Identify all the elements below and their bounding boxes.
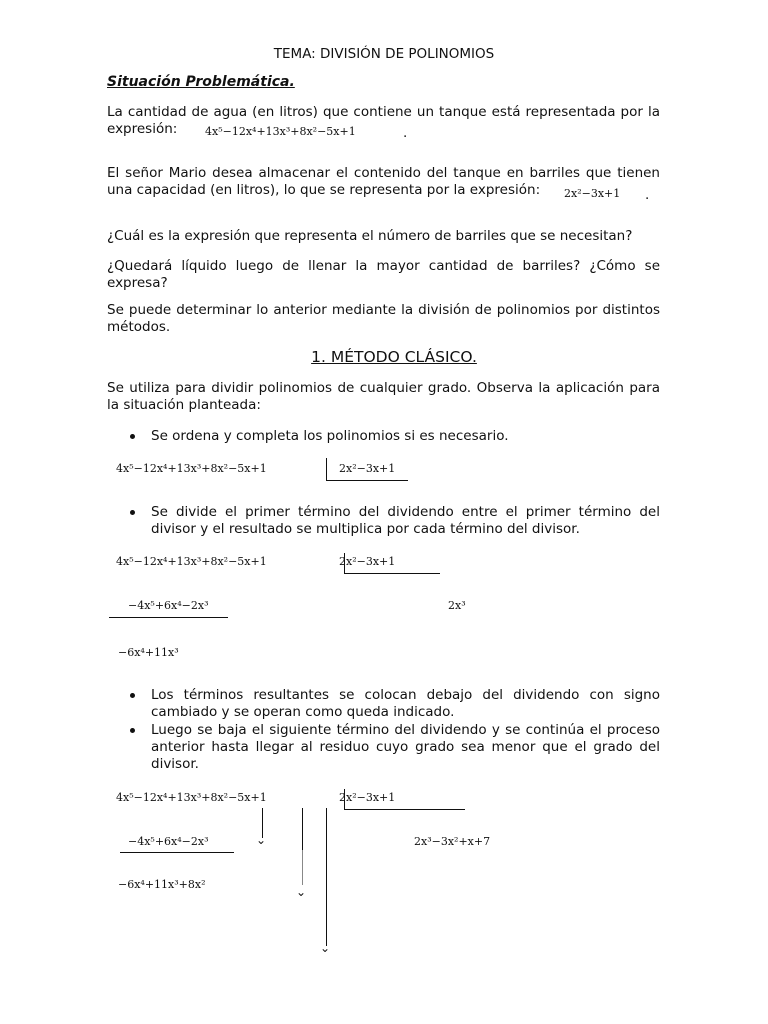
step1-divisor: 2x²−3x+1 — [339, 462, 396, 475]
paragraph-tank-period: . — [403, 125, 408, 141]
page-title: TEMA: DIVISIÓN DE POLINOMIOS — [273, 46, 495, 62]
step1-dividend: 4x⁵−12x⁴+13x³+8x²−5x+1 — [116, 462, 267, 475]
bullet-marker — [129, 504, 137, 512]
step2-quotient: 2x³ — [448, 599, 466, 612]
dividend-expression-intro: 4x⁵−12x⁴+13x³+8x²−5x+1 — [205, 125, 356, 138]
step3-subtraction-line — [120, 852, 234, 853]
question-1: ¿Cuál es la expresión que representa el número de barriles que se necesitan? — [107, 228, 633, 244]
arrow-down-icon: ⌄ — [320, 941, 331, 955]
section-subtitle: Situación Problemática. — [107, 74, 295, 90]
bullet-1-text: Se ordena y completa los polinomios si es necesario. — [151, 428, 509, 444]
bullet-3-text: Los términos resultantes se colocan debajo del dividendo con signo cambiado y se operan como queda indicado. — [151, 687, 660, 720]
arrow-down-icon: ⌄ — [296, 885, 307, 899]
paragraph-method-intro: Se utiliza para dividir polinomios de cualquier grado. Observa la aplicación para la situación planteada: — [107, 380, 660, 413]
step2-remainder: −6x⁴+11x³ — [118, 646, 179, 659]
step3-division-underline — [344, 809, 465, 810]
bullet-4-text: Luego se baja el siguiente término del dividendo y se continúa el proceso anterior hasta llegar al residuo cuyo grado sea menor que el grado del divisor. — [151, 722, 660, 772]
question-2: ¿Quedará líquido luego de llenar la mayor cantidad de barriles? ¿Cómo se expresa? — [107, 258, 660, 291]
bullet-marker — [129, 722, 137, 730]
paragraph-tank — [107, 104, 660, 138]
bring-down-line — [326, 808, 327, 946]
bullet-marker — [129, 428, 137, 436]
method-title: 1. MÉTODO CLÁSICO. — [311, 348, 477, 366]
bring-down-line — [302, 808, 303, 850]
bullet-2-text: Se divide el primer término del dividendo entre el primer término del divisor y el resultado se multiplica por cada término del divisor. — [151, 504, 660, 537]
bullet-marker — [129, 687, 137, 695]
paragraph-methods: Se puede determinar lo anterior mediante la división de polinomios por distintos métodos. — [107, 302, 660, 335]
step3-divisor: 2x²−3x+1 — [339, 791, 396, 804]
step1-division-bar — [326, 458, 327, 480]
paragraph-barrels-text: El señor Mario desea almacenar el contenido del tanque en barriles que tienen una capacidad (en litros), lo que se representa por la expresión: — [107, 165, 660, 198]
paragraph-barrels-period: . — [645, 187, 650, 203]
step2-subtrahend: −4x⁵+6x⁴−2x³ — [128, 599, 209, 612]
divisor-expression-intro: 2x²−3x+1 — [564, 187, 621, 200]
bring-down-line — [302, 850, 303, 885]
step2-dividend: 4x⁵−12x⁴+13x³+8x²−5x+1 — [116, 555, 267, 568]
arrow-down-icon: ⌄ — [256, 833, 267, 847]
step3-dividend: 4x⁵−12x⁴+13x³+8x²−5x+1 — [116, 791, 267, 804]
step2-divisor: 2x²−3x+1 — [339, 555, 396, 568]
paragraph-tank-text: La cantidad de agua (en litros) que contiene un tanque está representada por la expresión: — [107, 104, 660, 137]
step3-subtrahend: −4x⁵+6x⁴−2x³ — [128, 835, 209, 848]
step2-division-underline — [344, 573, 440, 574]
step1-division-underline — [326, 480, 408, 481]
step3-quotient: 2x³−3x²+x+7 — [414, 835, 491, 848]
step2-subtraction-line — [109, 617, 228, 618]
step3-remainder: −6x⁴+11x³+8x² — [118, 878, 206, 891]
